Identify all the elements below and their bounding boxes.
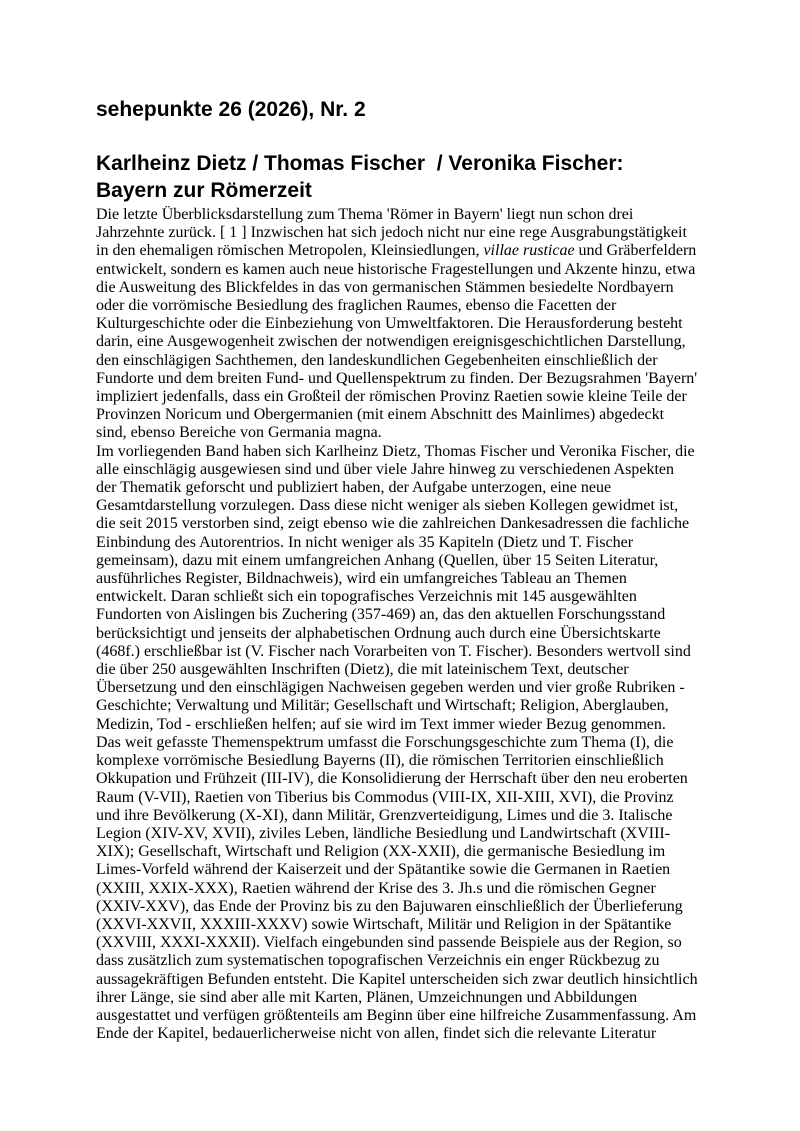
text-line: darin, eine Ausgewogenheit zwischen der notwendigen ereignisgeschichtlichen Darstellung, bbox=[96, 333, 686, 351]
text-line: aussagekräftigen Befunden entsteht. Die Kapitel unterscheiden sich zwar deutlich hinsichtlich bbox=[96, 970, 698, 988]
text-line: der Thematik geforscht und publiziert haben, der Aufgabe unterzogen, eine neue bbox=[96, 479, 612, 497]
text-line: Jahrzehnte zurück. [ 1 ] Inzwischen hat sich jedoch nicht nur eine rege Ausgrabungstätigkeit bbox=[96, 224, 687, 242]
text-line: Limes-Vorfeld während der Kaiserzeit und der Spätantike sowie die Germanen in Raetien bbox=[96, 861, 671, 879]
italic-term: villae rusticae bbox=[483, 242, 575, 260]
article-authors: Karlheinz Dietz / Thomas Fischer / Veronika Fischer: bbox=[96, 152, 624, 175]
text-line: dass zusätzlich zum systematischen topografischen Verzeichnis ein enger Rückbezug zu bbox=[96, 952, 660, 970]
text-line: Legion (XIV-XV, XVII), ziviles Leben, ländliche Besiedlung und Landwirtschaft (XVIII- bbox=[96, 824, 671, 842]
text-line: Übersetzung und den einschlägigen Nachweisen gegeben werden und vier große Rubriken - bbox=[96, 679, 685, 697]
text-line: die seit 2015 verstorben sind, zeigt ebenso wie die zahlreichen Dankesadressen die fachliche bbox=[96, 515, 690, 533]
journal-issue-heading: sehepunkte 26 (2026), Nr. 2 bbox=[96, 98, 366, 121]
article-paragraph bbox=[96, 443, 736, 734]
article-body bbox=[96, 206, 736, 1043]
text-line: Okkupation und Frühzeit (III-IV), die Konsolidierung der Herrschaft über den neu eroberten bbox=[96, 770, 688, 788]
text-line: Die letzte Überblicksdarstellung zum Thema 'Römer in Bayern' liegt nun schon drei bbox=[96, 206, 634, 223]
text-line: den einschlägigen Sachthemen, den landeskundlichen Gegebenheiten einschließlich der bbox=[96, 351, 658, 369]
text-line: ihrer Länge, sie sind aber alle mit Karten, Plänen, Umzeichnungen und Abbildungen bbox=[96, 988, 638, 1006]
article-book-title: Bayern zur Römerzeit bbox=[96, 179, 312, 202]
text-line: Ende der Kapitel, bedauerlicherweise nicht von allen, findet sich die relevante Literatur bbox=[96, 1025, 657, 1043]
text-line: (XXVIII, XXXI-XXXII). Vielfach eingebunden sind passende Beispiele aus der Region, so bbox=[96, 934, 682, 952]
text-line: Gesamtdarstellung vorzulegen. Dass diese nicht weniger als sieben Kollegen gewidmet ist, bbox=[96, 497, 679, 515]
text-line: Raum (V-VII), Raetien von Tiberius bis Commodus (VIII-IX, XII-XIII, XVI), die Provinz bbox=[96, 788, 674, 806]
text-line: (XXIV-XXV), das Ende der Provinz bis zu den Bajuwaren einschließlich der Überlieferung bbox=[96, 897, 683, 915]
text-line: und ihre Bevölkerung (X-XI), dann Militär, Grenzverteidigung, Limes und die 3. Italische bbox=[96, 806, 673, 824]
text-line: Fundorten von Aislingen bis Zuchering (357-469) an, das den aktuellen Forschungsstand bbox=[96, 606, 666, 624]
article-paragraph bbox=[96, 734, 736, 1043]
text-line: Geschichte; Verwaltung und Militär; Gesellschaft und Wirtschaft; Religion, Aberglauben, bbox=[96, 697, 669, 715]
text-line: Kulturgeschichte oder die Einbeziehung von Umweltfaktoren. Die Herausforderung besteht bbox=[96, 315, 683, 333]
text-line: ausführliches Register, Bildnachweis), wird ein umfangreiches Tableau an Themen bbox=[96, 570, 627, 588]
text-line: die Ausweitung des Blickfeldes in das von germanischen Stämmen besiedelte Nordbayern bbox=[96, 278, 674, 296]
text-segment: und Gräberfeldern bbox=[574, 242, 697, 260]
text-line: ausgestattet und verfügen größtenteils am Beginn über eine hilfreiche Zusammenfassung. Am bbox=[96, 1006, 697, 1024]
article-paragraph bbox=[96, 206, 736, 443]
text-line: Provinzen Noricum und Obergermanien (mit einem Abschnitt des Mainlimes) abgedeckt bbox=[96, 406, 665, 424]
article-title bbox=[96, 150, 736, 204]
text-line: Das weit gefasste Themenspektrum umfasst die Forschungsgeschichte zum Thema (I), die bbox=[96, 733, 674, 751]
text-line: Fundorte und dem breiten Fund- und Quellenspektrum zu finden. Der Bezugsrahmen 'Bayern' bbox=[96, 369, 698, 387]
text-line: Medizin, Tod - erschließen helfen; auf sie wird im Text immer wieder Bezug genommen. bbox=[96, 715, 666, 733]
text-line: entwickelt. Daran schließt sich ein topografisches Verzeichnis mit 145 ausgewählten bbox=[96, 588, 637, 606]
text-line: (XXVI-XXVII, XXXIII-XXXV) sowie Wirtschaft, Militär und Religion in der Spätantike bbox=[96, 915, 672, 933]
text-line: Im vorliegenden Band haben sich Karlheinz Dietz, Thomas Fischer und Veronika Fischer, die bbox=[96, 442, 695, 460]
text-line: Einbindung des Autorentrios. In nicht weniger als 35 Kapiteln (Dietz und T. Fischer bbox=[96, 533, 634, 551]
text-line: berücksichtigt und jenseits der alphabetischen Ordnung auch durch eine Übersichtskarte bbox=[96, 624, 661, 642]
text-line: (XXIII, XXIX-XXX), Raetien während der Krise des 3. Jh.s und die römischen Gegner bbox=[96, 879, 656, 897]
text-line: sind, ebenso Bereiche von Germania magna. bbox=[96, 424, 382, 442]
text-line: entwickelt, sondern es kamen auch neue historische Fragestellungen und Akzente hinzu, etwa bbox=[96, 260, 696, 278]
text-line: (468f.) erschließbar ist (V. Fischer nach Vorarbeiten von T. Fischer). Besonders wertvoll sind bbox=[96, 642, 691, 660]
text-line bbox=[96, 242, 736, 260]
text-segment: in den ehemaligen römischen Metropolen, Kleinsiedlungen, bbox=[96, 242, 484, 260]
text-line: oder die vorrömische Besiedlung des fraglichen Raumes, ebenso die Facetten der bbox=[96, 297, 617, 315]
text-line: komplexe vorrömische Besiedlung Bayerns (II), die römischen Territorien einschließlich bbox=[96, 752, 664, 770]
text-line: alle einschlägig ausgewiesen sind und über viele Jahre hinweg zu verschiedenen Aspekten bbox=[96, 460, 675, 478]
text-line: gemeinsam), dazu mit einem umfangreichen Anhang (Quellen, über 15 Seiten Literatur, bbox=[96, 551, 659, 569]
text-line: impliziert jedenfalls, dass ein Großteil der römischen Provinz Raetien sowie kleine Teile der bbox=[96, 388, 687, 406]
text-line: XIX); Gesellschaft, Wirtschaft und Religion (XX-XXII), die germanische Besiedlung im bbox=[96, 843, 666, 861]
text-line: die über 250 ausgewählten Inschriften (Dietz), die mit lateinischem Text, deutscher bbox=[96, 661, 629, 679]
